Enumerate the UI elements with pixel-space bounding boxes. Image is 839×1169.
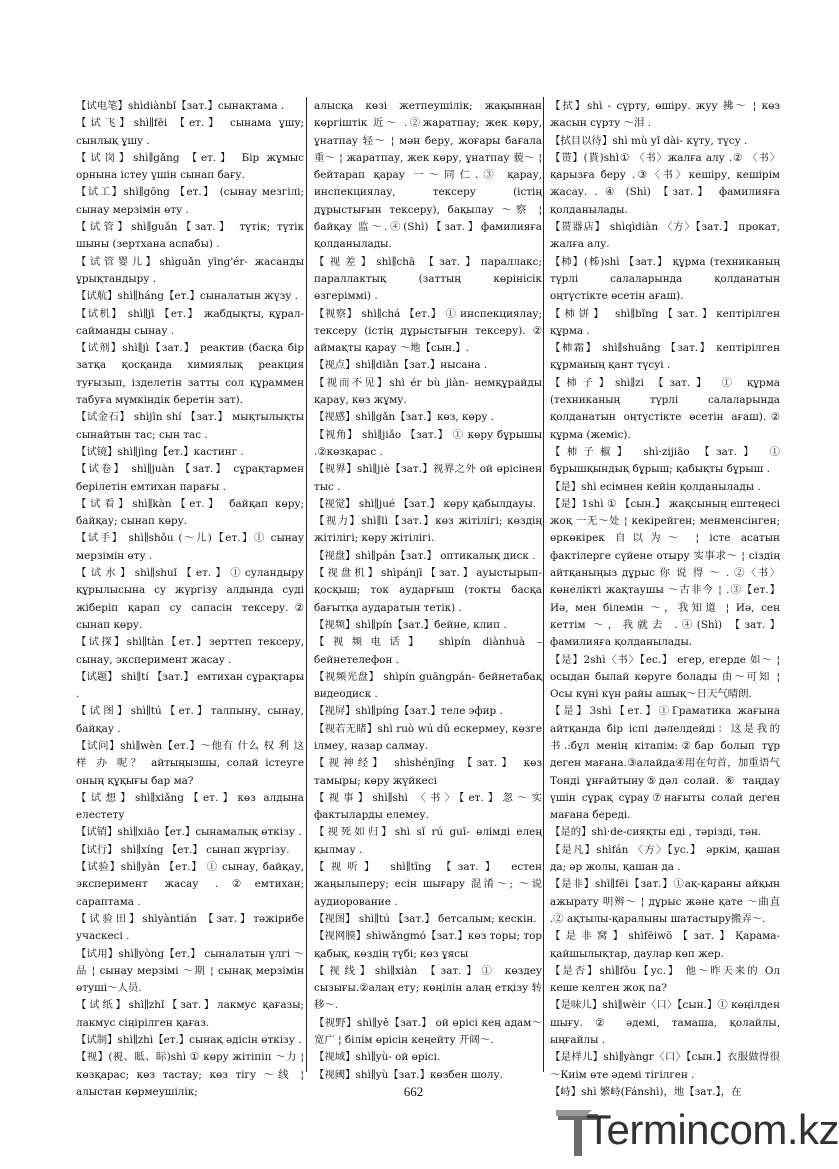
dictionary-entry: 【视点】shì∥diǎn【зат.】нысана . xyxy=(314,359,488,372)
dictionary-entry: 【视角】 shì∥jiǎo 【зат.】 ① көру бұрышы .②көзқарас . xyxy=(314,428,542,458)
dictionary-entry: 【是】3shì【ет.】①Граматика жағына айтқанда бір іспі дәлелдейді：这是我的书.:бұл менің кітапім:②бар болып тұр деген мағана.③алайда④用在句首，加重语气 Тонді ұнғайтыну⑤дәл солай. ⑥ таңдау үшін сұрақ сұрау⑦нағыты солай деген мағана береді. xyxy=(550,705,780,822)
dictionary-column-right xyxy=(550,98,780,1098)
dictionary-entry: 【贳】(貰)shì① 〈书〉жалға алу .② 〈书〉қарызға беру .③〈书〉кешіру, кешірім жасау. . ④ (Shì) 【зат.】 фамилияға қолданылады. xyxy=(550,151,780,216)
dictionary-entry: 【试探】shì∥tàn【ет.】зерттеп тексеру, сынау, эксперимент жасау . xyxy=(76,636,304,666)
dictionary-entry: 【试制】shì∥zhì【ет.】сынақ әдісін өткізу . xyxy=(76,1034,302,1047)
dictionary-entry: 【试水】shì∥shuǐ【ет.】①суландыру құрылысына су жүргізу алдында суді жіберіп қарап су сапасін тексеру.② сынап көру. xyxy=(76,567,304,631)
dictionary-column-left xyxy=(76,98,304,1098)
dictionary-entry: 【视域】shì∥yù- ой өрісі. xyxy=(314,1051,441,1064)
dictionary-entry: 【柿】(柹)shì 【зат.】 құрма (техниканың түрлі салаларында қолданатын оңтүстікте өсетін ағаш). xyxy=(550,255,780,303)
dictionary-entry: 【试管】shì∥guǎn【зат.】 түтік; түтік шыны (зертхана аспабы) . xyxy=(76,221,304,251)
dictionary-entry: 【贳器店】 shìqìdiàn 〈方〉【зат.】 прокат, жалға алу. xyxy=(550,221,780,251)
dictionary-entry: 【柿子椒】 shì·zijiāo 【зат.】 ① бұрышқындық бұрыш; қабықты бұрыш . xyxy=(550,445,780,476)
dictionary-entry: 【试管婴儿】shìguǎn yīng'ér- жасанды ұрықтандыру . xyxy=(76,255,304,285)
dictionary-column-middle xyxy=(314,98,542,1081)
dictionary-entry: 【视觉】 shì∥jué 【зат.】 көру қабылдауы. xyxy=(314,497,537,510)
dictionary-entry: 【试看】shì∥kàn【ет.】 байқап көру; байқау; сынап көру. xyxy=(76,497,304,528)
dictionary-entry: 【试金石】 shìjīn shí 【зат.】 мықтылықты сынайтын тас; сын тас . xyxy=(76,411,304,441)
dictionary-entry: 【试销】shì∥xiāo【ет.】сынамалық өткізу . xyxy=(76,826,302,839)
dictionary-entry: 【试验田】shìyàntián 【зат.】тәжірибе учаскесі . xyxy=(76,912,304,943)
dictionary-entry: 【视线】shì∥xiàn 【зат.】① көздеу сызығы.②алаң ету; көңілін алаң етқізу 转移～. xyxy=(314,964,542,1012)
dictionary-entry: 【是】2shì〈书〉【ес.】 егер, егерде 如～ ¦ осыдан былай көруге болады 由～可知 ¦ Осы күні күн райы ашық～日天气晴朗. xyxy=(550,653,780,701)
dictionary-entry: 【是凡】shìfán 〈方〉【ус.】 әркім, қашан да; әр жолы, қашан да . xyxy=(550,843,780,874)
dictionary-entry: 【视频电话】 shìpín diànhuà – бейнетелефон . xyxy=(314,636,542,666)
logo-text: Termincom.kz xyxy=(586,1106,839,1153)
dictionary-entry: 【视图】 shì∥tú 【зат.】 бетсалым; кескін. xyxy=(314,912,537,925)
dictionary-entry: 【视听】 shì∥tīng 【зат.】 естен жаңылыперу; есін шығару 混淆～; ～说 аудиорование . xyxy=(314,861,542,908)
dictionary-entry: 【试问】shì∥wèn【ет.】～他有 什么 权 利 这 样 办 呢？ айтыңызшы, солай істеуге оның құқығы бар ма? xyxy=(76,739,304,787)
dictionary-entry: 【视若无睹】shì ruò wú dǔ ескермеу, көзге ілмеу, назар салмау. xyxy=(314,722,542,752)
dictionary-entry: 【视差】shì∥chā 【зат.】параллакс; параллактық (заттың көрінісік өзгеріммі) . xyxy=(314,255,542,303)
dictionary-entry: 【试题】 shì∥tí 【зат.】 емтихан сұрақтары . xyxy=(76,670,304,701)
dictionary-entry: 【视野】shì∥yě【зат.】 ой өрісі кең адам～宽广 ¦ білім өрісін кеңейту 开阔～. xyxy=(314,1016,542,1047)
dictionary-entry: 【试用】shì∥yòng【ет.】 сыналатын үлгі ～品 ¦ сынау мерзімі ～期 ¦ сынақ мерзімін өтуші～人员. xyxy=(76,947,304,995)
dictionary-entry: 【试图】shì∥tú【ет.】талпыну, сынау, байқау . xyxy=(76,705,304,735)
dictionary-entry: 【试岗】shì∥gǎng 【ет.】 Бір жұмыс орнына істеу үшін сынап бағу. xyxy=(76,151,304,182)
dictionary-entry: 【试想】shì∥xiǎng【ет.】көз алдына елестету xyxy=(76,791,304,822)
dictionary-entry: 【试机】 shì∥jī 【ет.】 жабдықты, құрал-сайманды сынау . xyxy=(76,307,304,337)
dictionary-entry: 【视感】shì∥gǎn【зат.】көз, көру . xyxy=(314,411,495,424)
dictionary-entry: 【视盘机】shìpánjī【зат.】ауыстырып-қосқыш; ток аударғыш (токты басқа бағытқа аударатын тетік) . xyxy=(314,567,542,614)
dictionary-entry: 【视力】shì∥lì【зат.】көз жітілігі; көздің жітілігі; көру жітілігі. xyxy=(314,515,542,545)
dictionary-entry: 【是样儿】shì∥yàngr〈口〉【сын.】衣服做得很～Киім өте әдемі тігілген . xyxy=(550,1051,780,1081)
dictionary-entry: 【视死如归】shì sǐ rú guī- өлімді елең қылмау . xyxy=(314,826,542,856)
column-divider xyxy=(543,97,544,1072)
dictionary-entry: 【试行】 shì∥xíng 【ет.】 сынап жүргізу. xyxy=(76,843,290,856)
dictionary-entry: 【试卷】 shì∥juàn 【зат.】 сұрақтармен берілетін емтихан парағы . xyxy=(76,463,304,493)
dictionary-entry: 【是】1shì ① 【сын.】 жақсының ештеңесі жоқ 一无～处 ¦ кекірейген; менменсінген; өркөкірек 自以为～ ¦ істе асатын фактілерге сүйене отыру 实事求～ ¦ сіздің айтқаныңыз дұрыс 你 说 得 ～ . ②〈书〉 көнелікті жақтаушы ～古非今 ¦ .③【ет.】 Иә, мен білемін ～，我知道 ¦ Иә, сен кеттім ～，我就去 .④(Shì) 【зат.】 фамилияға қолданылады. xyxy=(550,497,780,649)
dictionary-entry: 【峙】shì 繁峙(Fánshì)，地【зат.】，在 xyxy=(550,1085,742,1098)
dictionary-entry: 【试验】shì∥yàn 【ет.】 ① сынау, байқау, эксперимент жасау .②емтихан; сараптама . xyxy=(76,861,304,908)
dictionary-entry: 【视频光盘】 shìpín guāngpán- бейнетабақ видеодиск . xyxy=(314,670,542,701)
dictionary-entry: 【是否】shì∥fǒu【ус.】 他～昨天来的 Ол кеше келген жоқ па? xyxy=(550,964,780,995)
column-divider xyxy=(306,97,307,1072)
dictionary-entry: 【视网膜】shìwǎngmó【зат.】көз торы; тор қабық, көздің түбі; көз ұясы xyxy=(314,930,542,960)
dictionary-entry: 【试电笔】shìdiànbǐ【зат.】сынақтама . xyxy=(76,100,285,112)
dictionary-entry: 【视盘】shì∥pán【зат.】 оптикалық диск . xyxy=(314,549,536,562)
dictionary-entry: 【视频】shì∥pín【зат.】бейне, клип . xyxy=(314,618,507,631)
dictionary-entry: 【试纸】shì∥zhǐ【зат.】лакмус қағазы; лакмус сіңірілген қағаз. xyxy=(76,999,304,1029)
dictionary-entry: 【试手】 shì∥shǒu (～儿)【ет.】① сынау мерзімін өту . xyxy=(76,532,304,562)
dictionary-entry: 【视而不见】shì ér bù jiàn- немқұрайды қарау, көз жұму. xyxy=(314,376,542,407)
dictionary-entry: алысқа көзі жетпеушілік; жақыннан көргіштік 近～ .②жаратпау; жек көру, ұнатпау 轻～ ¦ мән беру, жоғары бағала 重～ ¦ жаратпау, жек көру, ұнатпау 藐～ ¦ бейтарап қарау 一～同仁.③ қарау, инспекциялау, тексеру (істің дұрыстығын тексеру), бақылау ～察 ¦ байқау 监～.④(Shì)【зат.】фамилияға қолданылады. xyxy=(314,100,542,251)
dictionary-entry: 【是的】shì·de-сияқты еді , тәрізді, тән. xyxy=(550,826,762,839)
dictionary-entry: 【试剂】shì∥jì【зат.】 реактив (басқа бір затқа қосқанда химиялық реакция туғызып, ізделетін затты сол құраммен табуға мүмкіндік беретін зат). xyxy=(76,342,304,407)
dictionary-entry: 【拭】shì - сүрту, өшіру. жуу 拂～ ¦ көз жасын сүрту ～泪 . xyxy=(550,100,780,130)
page-number: 662 xyxy=(403,1084,424,1099)
dictionary-entry: 【视】(視、眡、眎)shì ① көру жітіпіп ～力 ¦ көзқарас; көз тастау; көз тігу ～线 ¦ алыстан көрмеушілік; xyxy=(76,1051,304,1098)
dictionary-entry: 【试飞】shì∥fēi 【ет.】 сынама ұшу; сынлық ұшу . xyxy=(76,117,304,147)
dictionary-entry: 【拭目以待】shì mù yǐ dài- күту, түсу . xyxy=(550,134,748,147)
dictionary-entry: 【试工】shì∥gōng 【ет.】 (сынау мезгілі; сынау мерзімін өту . xyxy=(76,186,304,216)
dictionary-entry: 【柿霜】 shì∥shuāng 【зат.】 кептірілген құрманың қант түсуі . xyxy=(550,342,780,372)
dictionary-entry: 【是非】shì∥fēi【зат.】①ақ-қараны айқын ажырату 明辨～ ¦ дұрыс және қате ～曲直 .② ақтылы-қаралыны шатастыру搬弄～. xyxy=(550,878,780,925)
termincom-logo xyxy=(556,1104,839,1160)
dictionary-entry: 【视神经】 shìshénjīng 【зат.】 көз тамыры; көру жүйкесі xyxy=(314,757,542,787)
dictionary-entry: 【柿饼】 shì∥bǐng【зат.】кептірілген құрма . xyxy=(550,307,780,337)
dictionary-entry: 【视察】 shì∥chá 【ет.】 ① инспекциялау; тексеру (істің дұрыстығын тексеру). ② аймақты қарау ～地【сын.】. xyxy=(314,307,542,355)
dictionary-entry: 【柿子】shì∥zi 【зат.】 ① құрма (техниканың түрлі салаларында қолданатын оңтүстікте өсетін ағаш).② құрма (жеміс). xyxy=(550,376,780,441)
dictionary-entry: 【视界】shì∥jiè【зат.】视界之外 ой өрісінен тыс . xyxy=(314,463,542,493)
dictionary-entry: 【是】shì есімнен кейін қолданылады . xyxy=(550,480,761,493)
dictionary-entry: 【是味儿】shì∥wèir〈口〉【сын.】① көңілден шығу. ② әдемі, тамаша, қолайлы, ыңғайлы . xyxy=(550,999,780,1047)
dictionary-entry: 【试镜】shì∥jìng【ет.】кастинг . xyxy=(76,445,244,458)
dictionary-entry: 【视屏】shì∥píng【зат.】теле эфир . xyxy=(314,705,503,718)
dictionary-entry: 【试航】shì∥háng【ет.】сыналатын жүзу . xyxy=(76,290,298,303)
dictionary-entry: 【视事】shì∥shì 〈书〉【ет.】忽～实 фактыларды елемеу. xyxy=(314,791,542,822)
dictionary-entry: 【视阈】shì∥yù【зат.】көзбен шолу. xyxy=(314,1068,503,1081)
dictionary-entry: 【是非窝】shìfēiwō【зат.】Қарама-қайшылықтар, даулар көп жер. xyxy=(550,930,780,960)
